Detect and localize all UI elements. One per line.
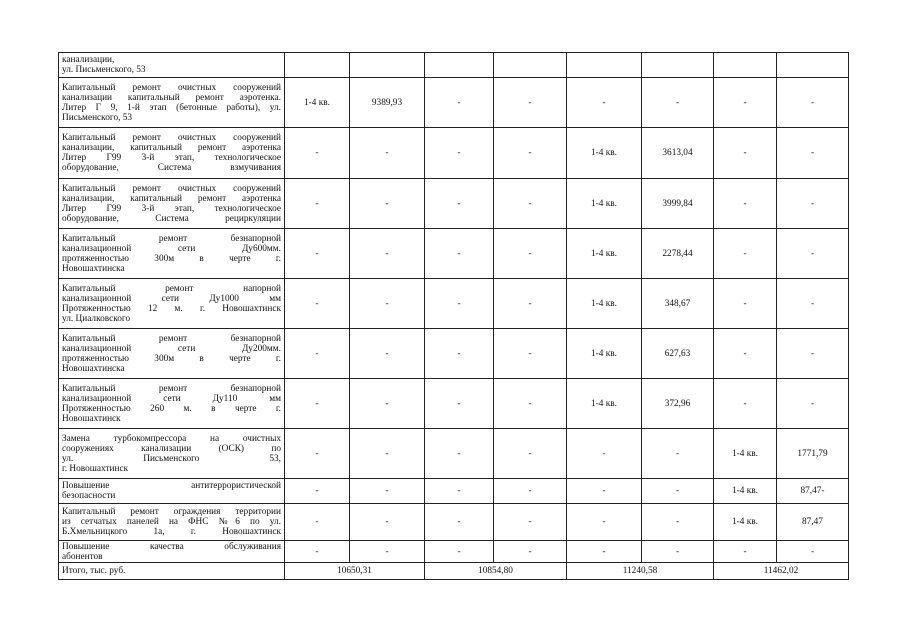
table-cell: - bbox=[350, 541, 425, 563]
description-line: канализационной сети Ду1000 мм bbox=[62, 293, 281, 304]
description-line: Капитальный ремонт безнапорной bbox=[62, 233, 281, 244]
table-cell: 1-4 кв. bbox=[714, 479, 777, 504]
description-line: Капитальный ремонт безнапорной bbox=[62, 333, 281, 344]
table-cell: - bbox=[567, 541, 642, 563]
table-cell: - bbox=[494, 541, 567, 563]
row-description bbox=[59, 229, 285, 279]
table-row bbox=[59, 504, 849, 541]
table-cell: - bbox=[350, 179, 425, 229]
table-cell: - bbox=[350, 329, 425, 379]
description-line: оборудование, Система рециркуляции bbox=[62, 213, 281, 224]
description-line: протяженностью 300м в черте г. bbox=[62, 253, 281, 264]
table-cell: 1-4 кв. bbox=[567, 279, 642, 329]
table-cell bbox=[714, 53, 777, 78]
table-cell: - bbox=[714, 279, 777, 329]
table-row bbox=[59, 479, 849, 504]
table-cell: - bbox=[714, 78, 777, 128]
table-cell: - bbox=[350, 379, 425, 429]
table-cell: - bbox=[350, 429, 425, 479]
table-cell: - bbox=[494, 179, 567, 229]
table-cell: - bbox=[642, 479, 714, 504]
table-cell: - bbox=[642, 78, 714, 128]
table-row bbox=[59, 179, 849, 229]
description-line: ул. Письменского 53, bbox=[62, 453, 281, 464]
table-cell: 87,47- bbox=[777, 479, 849, 504]
table-cell: - bbox=[714, 541, 777, 563]
table-body bbox=[59, 53, 849, 580]
table-cell bbox=[567, 53, 642, 78]
row-description bbox=[59, 379, 285, 429]
table-cell: 348,67 bbox=[642, 279, 714, 329]
table-cell: - bbox=[777, 541, 849, 563]
table-cell: - bbox=[567, 504, 642, 541]
table-cell: - bbox=[714, 229, 777, 279]
table-row bbox=[59, 429, 849, 479]
description-line: ул. Письменского, 53 bbox=[62, 65, 146, 75]
table-cell: - bbox=[425, 479, 494, 504]
description-line: из сетчатых панелей на ФНС №6 по ул. bbox=[62, 517, 281, 527]
table-cell: - bbox=[285, 329, 350, 379]
description-line: Литер Г 9, 1-й этап (бетонные работы), ул. bbox=[62, 102, 281, 113]
description-line: канализации, bbox=[62, 55, 115, 65]
table-cell: - bbox=[285, 429, 350, 479]
table-cell: - bbox=[285, 541, 350, 563]
table-cell: - bbox=[494, 479, 567, 504]
total-value: 10854,80 bbox=[425, 563, 567, 580]
table-cell: - bbox=[494, 429, 567, 479]
table-cell bbox=[642, 53, 714, 78]
description-line: Новошахтинска bbox=[62, 363, 125, 374]
table-cell bbox=[425, 53, 494, 78]
table-cell: - bbox=[494, 379, 567, 429]
table-cell: - bbox=[777, 179, 849, 229]
row-description bbox=[59, 53, 285, 78]
table-cell: 1-4 кв. bbox=[567, 229, 642, 279]
description-line: безопасности bbox=[62, 491, 116, 501]
row-description bbox=[59, 504, 285, 541]
description-line: оборудование, Система взмучивания bbox=[62, 163, 281, 173]
table-cell: - bbox=[425, 229, 494, 279]
table-row bbox=[59, 279, 849, 329]
table-cell: - bbox=[350, 229, 425, 279]
table-cell: 372,96 bbox=[642, 379, 714, 429]
table-cell: - bbox=[494, 279, 567, 329]
description-line: Капитальный ремонт ограждения территории bbox=[62, 507, 281, 517]
table-cell: - bbox=[425, 128, 494, 179]
description-line: ул. Циалковского bbox=[62, 313, 131, 324]
description-line: Литер Г99 3-й этап, технологическое bbox=[62, 203, 281, 214]
table-cell: - bbox=[642, 541, 714, 563]
table-cell: - bbox=[494, 128, 567, 179]
description-line: абонентов bbox=[62, 551, 103, 562]
table-cell: - bbox=[425, 541, 494, 563]
table-cell: - bbox=[777, 329, 849, 379]
table-cell: 1771,79 bbox=[777, 429, 849, 479]
table-cell: - bbox=[285, 229, 350, 279]
description-line: канализационной сети Ду110 мм bbox=[62, 393, 281, 404]
table-cell: 1-4 кв. bbox=[567, 179, 642, 229]
table-cell: 1-4 кв. bbox=[567, 379, 642, 429]
description-line: канализационной сети Ду600мм. bbox=[62, 243, 281, 254]
table-cell: - bbox=[285, 379, 350, 429]
table-cell: - bbox=[494, 329, 567, 379]
table-cell: - bbox=[714, 379, 777, 429]
table-cell: 627,63 bbox=[642, 329, 714, 379]
table-cell: - bbox=[425, 504, 494, 541]
table-cell: - bbox=[494, 504, 567, 541]
description-line: Капитальный ремонт безнапорной bbox=[62, 383, 281, 394]
description-line: Новошахтинск bbox=[62, 413, 121, 424]
table-cell: - bbox=[777, 78, 849, 128]
table-cell: - bbox=[350, 479, 425, 504]
total-row bbox=[59, 563, 849, 580]
description-line: канализации, капитальный ремонт аэротенка bbox=[62, 193, 281, 204]
row-description bbox=[59, 279, 285, 329]
table-cell: - bbox=[777, 379, 849, 429]
table-cell bbox=[285, 53, 350, 78]
description-line: сооружениях канализации (ОСК) по bbox=[62, 443, 281, 454]
description-line: Новошахтинска bbox=[62, 263, 125, 274]
table-cell: - bbox=[567, 429, 642, 479]
table-cell: - bbox=[777, 229, 849, 279]
total-value: 11240,58 bbox=[567, 563, 714, 580]
table-cell bbox=[350, 53, 425, 78]
table-cell: - bbox=[567, 78, 642, 128]
table-cell: - bbox=[494, 229, 567, 279]
table-cell: - bbox=[425, 379, 494, 429]
description-line: канализационной сети Ду200мм. bbox=[62, 343, 281, 354]
table-cell bbox=[777, 53, 849, 78]
table-cell: - bbox=[285, 504, 350, 541]
table-cell: - bbox=[350, 279, 425, 329]
row-description bbox=[59, 329, 285, 379]
table-row bbox=[59, 53, 849, 78]
table-cell: - bbox=[714, 179, 777, 229]
description-line: Письменского, 53 bbox=[62, 112, 133, 123]
table-cell: - bbox=[642, 504, 714, 541]
row-description bbox=[59, 541, 285, 563]
table-cell: 3999,84 bbox=[642, 179, 714, 229]
table-cell: - bbox=[777, 279, 849, 329]
row-description bbox=[59, 128, 285, 179]
description-line: Литер Г99 3-й этап, технологическое bbox=[62, 153, 281, 163]
table-cell: - bbox=[285, 128, 350, 179]
table-cell: - bbox=[350, 504, 425, 541]
description-line: Капитальный ремонт напорной bbox=[62, 283, 281, 294]
table-row bbox=[59, 541, 849, 563]
description-line: Капитальный ремонт очистных сооружений bbox=[62, 183, 281, 194]
description-line: Протяженностью 260 м. в черте г. bbox=[62, 403, 281, 414]
table-row bbox=[59, 229, 849, 279]
table-cell: - bbox=[425, 179, 494, 229]
table-cell: - bbox=[642, 429, 714, 479]
total-value: 10650,31 bbox=[285, 563, 425, 580]
total-value: 11462,02 bbox=[714, 563, 849, 580]
row-description bbox=[59, 479, 285, 504]
table-cell: - bbox=[425, 329, 494, 379]
row-description bbox=[59, 78, 285, 128]
table-cell: 1-4 кв. bbox=[714, 429, 777, 479]
table-cell: - bbox=[285, 279, 350, 329]
table-cell: 1-4 кв. bbox=[567, 329, 642, 379]
description-line: протяженностью 300м в черте г. bbox=[62, 353, 281, 364]
description-line: Капитальный ремонт очистных сооружений bbox=[62, 133, 281, 143]
table-cell bbox=[494, 53, 567, 78]
table-row bbox=[59, 379, 849, 429]
table-cell: - bbox=[425, 78, 494, 128]
description-line: канализации, капитальный ремонт аэротенка bbox=[62, 143, 281, 153]
description-line: Замена турбокомпрессора на очистных bbox=[62, 433, 281, 444]
table-cell: - bbox=[567, 479, 642, 504]
description-line: канализации капитальный ремонт аэротенка. bbox=[62, 92, 281, 103]
table-cell: - bbox=[777, 128, 849, 179]
description-line: Повышение качества обслуживания bbox=[62, 541, 281, 552]
table-row bbox=[59, 329, 849, 379]
table-cell: 1-4 кв. bbox=[285, 78, 350, 128]
table-cell: - bbox=[494, 78, 567, 128]
table-row bbox=[59, 78, 849, 128]
table-cell: - bbox=[285, 179, 350, 229]
document-page bbox=[58, 52, 848, 580]
description-line: Капитальный ремонт очистных сооружений bbox=[62, 82, 281, 93]
total-label: Итого, тыс. руб. bbox=[59, 563, 285, 580]
table-row bbox=[59, 128, 849, 179]
table-cell: - bbox=[425, 429, 494, 479]
table-cell: 1-4 кв. bbox=[714, 504, 777, 541]
budget-table bbox=[58, 52, 849, 580]
table-cell: 1-4 кв. bbox=[567, 128, 642, 179]
table-cell: 2278,44 bbox=[642, 229, 714, 279]
table-cell: - bbox=[714, 128, 777, 179]
description-line: Протяженностью 12 м. г. Новошахтинск bbox=[62, 303, 281, 314]
description-line: Повышение антитеррористической bbox=[62, 481, 281, 491]
table-cell: - bbox=[350, 128, 425, 179]
description-line: г. Новошахтинск bbox=[62, 463, 129, 474]
table-cell: - bbox=[714, 329, 777, 379]
row-description bbox=[59, 429, 285, 479]
table-cell: - bbox=[425, 279, 494, 329]
description-line: Б.Хмельницкого 1а, г. Новошахтинск bbox=[62, 527, 281, 537]
table-cell: 87,47 bbox=[777, 504, 849, 541]
table-cell: 9389,93 bbox=[350, 78, 425, 128]
row-description bbox=[59, 179, 285, 229]
table-cell: - bbox=[285, 479, 350, 504]
table-cell: 3613,04 bbox=[642, 128, 714, 179]
